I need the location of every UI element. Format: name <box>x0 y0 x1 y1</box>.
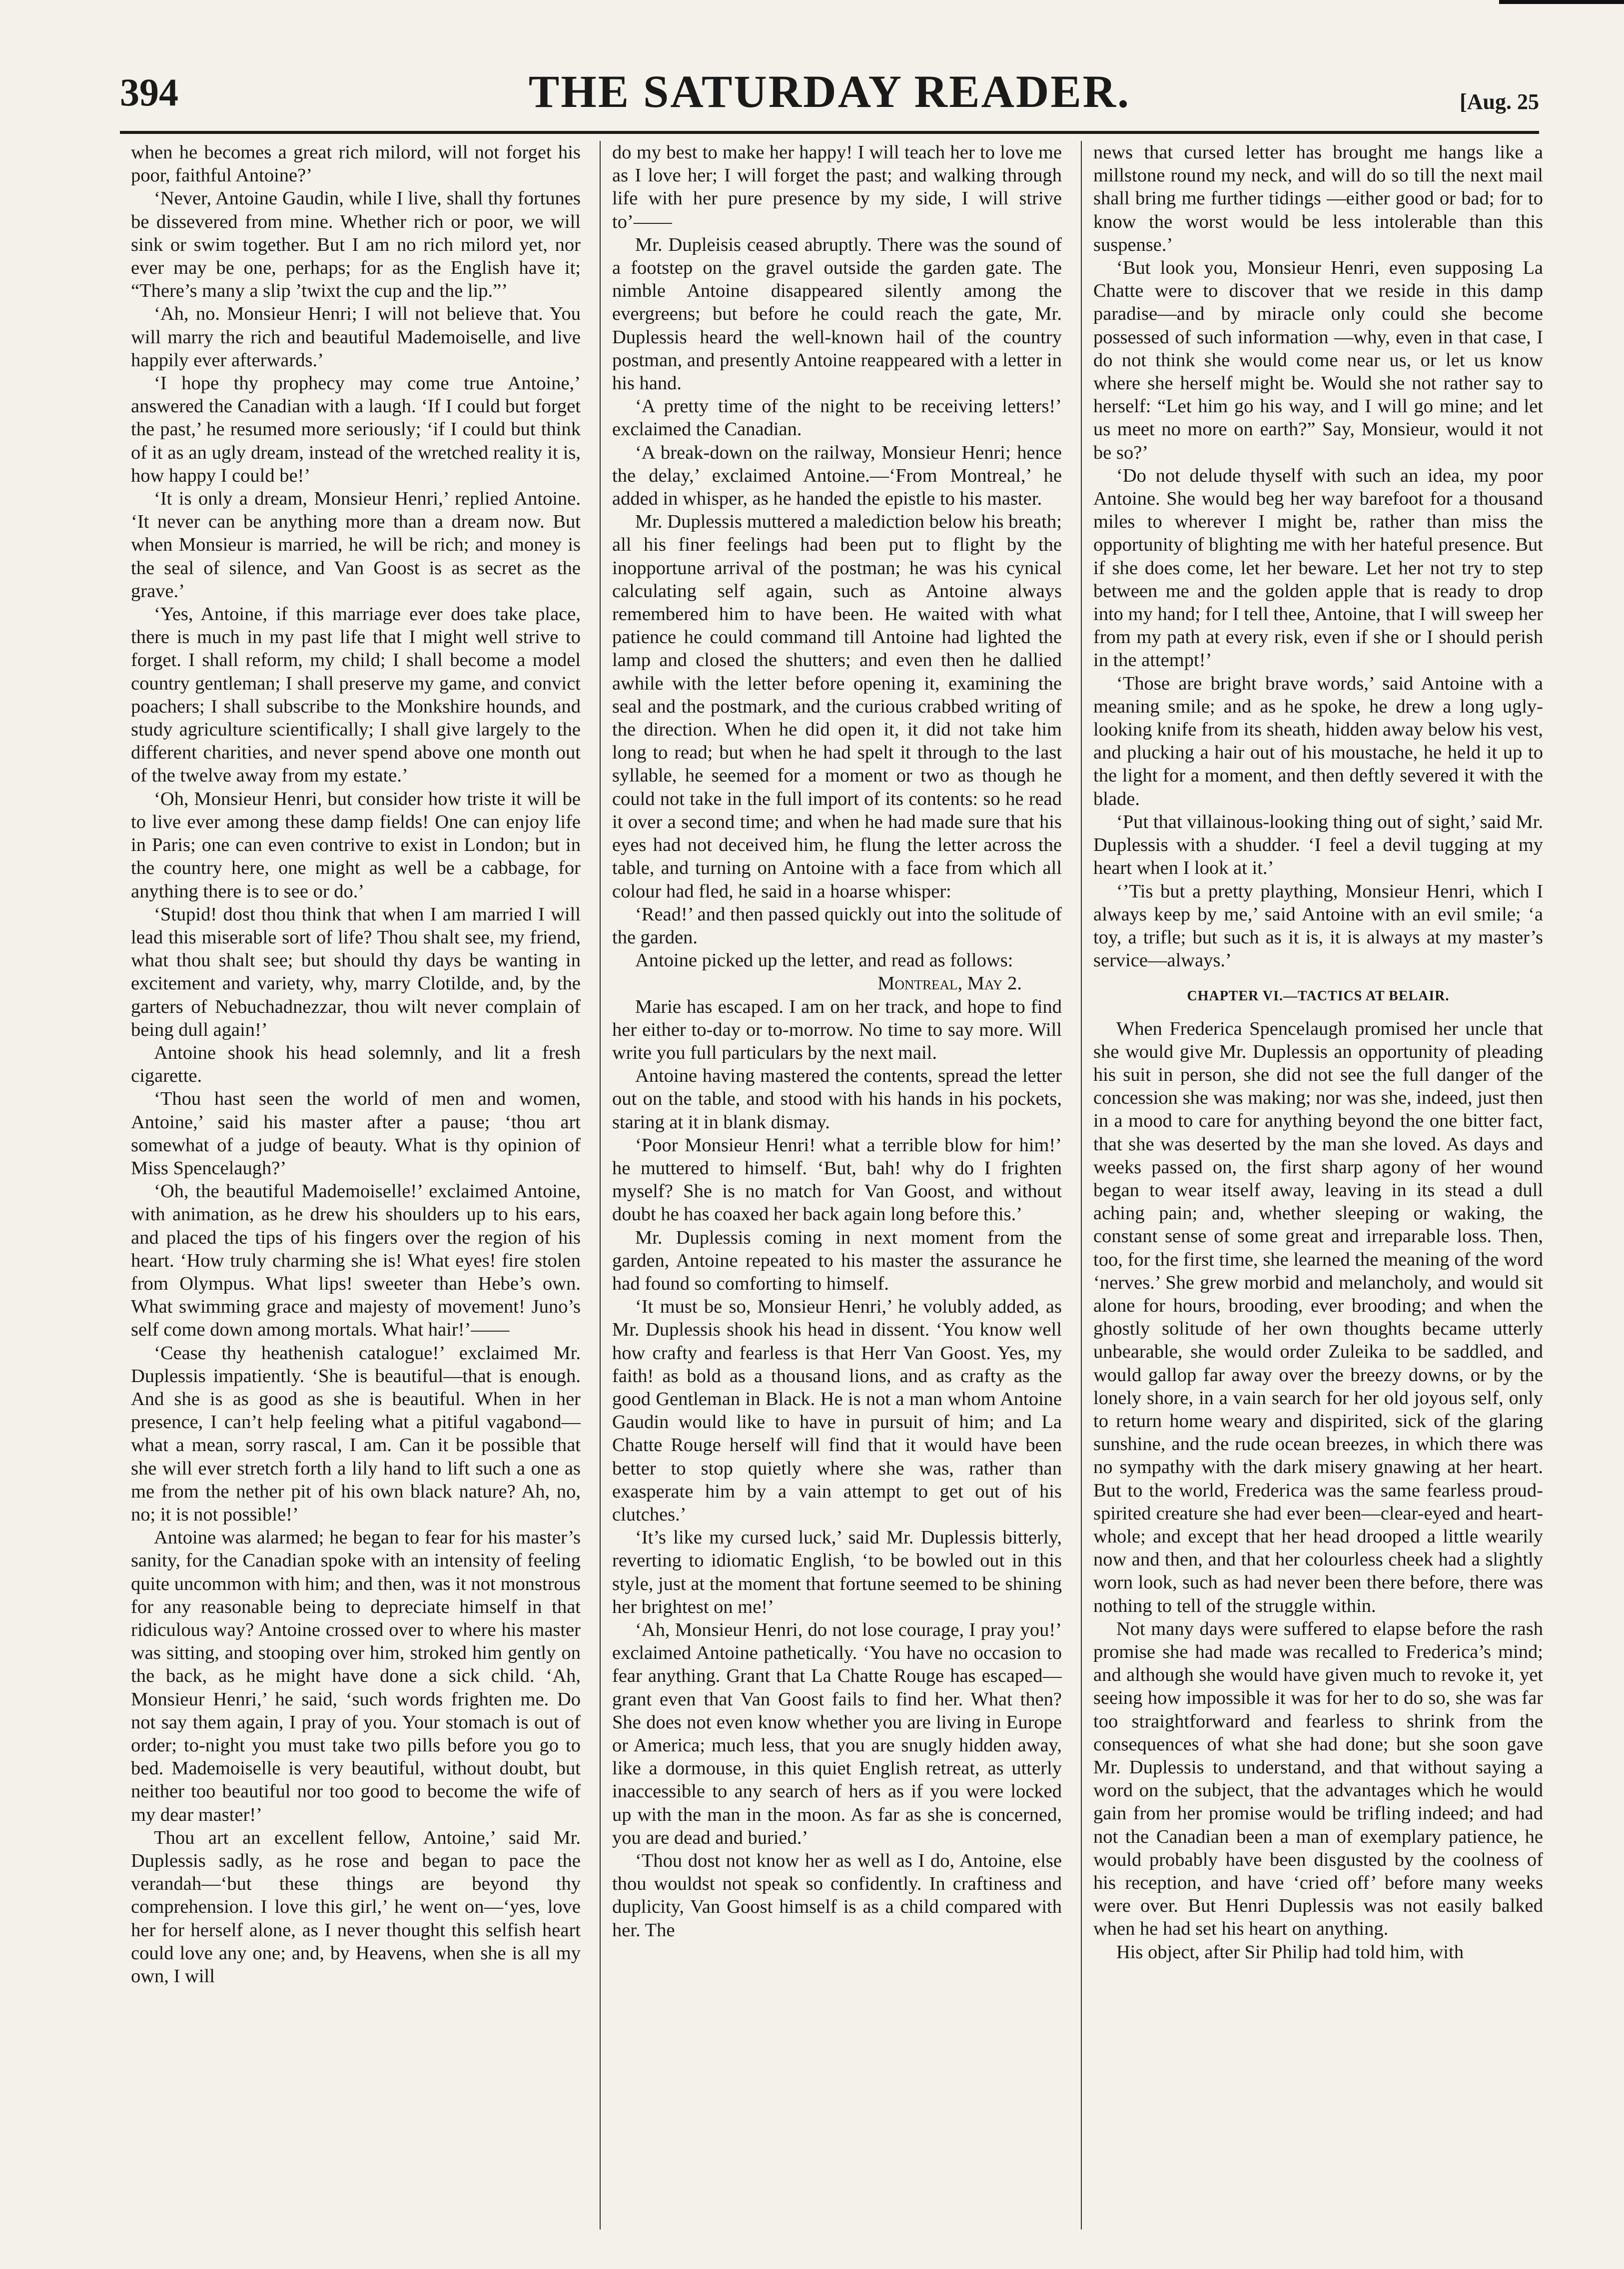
paragraph: ‘Read!’ and then passed quickly out into the solitude of the garden. <box>612 903 1062 948</box>
text-column-1 <box>131 141 581 2235</box>
paragraph: Antoine picked up the letter, and read as follows: <box>635 950 1013 971</box>
paragraph: ‘A break-down on the railway, Monsieur Henri; hence the delay,’ exclaimed Antoine.—‘From Montreal,’ he added in whisper, as he handed the epistle to his master. <box>612 442 1062 510</box>
paragraph: ‘’Tis but a pretty plaything, Monsieur Henri, which I always keep by me,’ said Antoine with an evil smile; ‘a toy, a trifle; but such as it is, it is always at my master’s service—always.’ <box>1093 880 1543 971</box>
masthead-title: THE SATURDAY READER. <box>528 66 1131 117</box>
paragraph: ‘Oh, the beautiful Mademoiselle!’ exclaimed Antoine, with animation, as he drew his shoulders up to his ears, and placed the tips of his fingers over the region of his heart. ‘How truly charming she is! What eyes! fire stolen from Olympus. What lips! sweeter than Hebe’s own. What swimming grace and majesty of movement! Juno’s self come down among mortals. What hair!’—— <box>131 1181 581 1341</box>
letter-dateline: Montreal, May 2. <box>877 973 1022 994</box>
text-column-3 <box>1093 141 1543 2235</box>
chapter-heading: CHAPTER VI.—TACTICS AT BELAIR. <box>1187 988 1450 1004</box>
page-number: 394 <box>120 70 178 114</box>
paragraph: Mr. Duplessis muttered a malediction below his breath; all his finer feelings had been put to flight by the inopportune arrival of the postman; he was his cynical calculating self again, such as Antoine always remembered him to have been. He waited with what patience he could command till Antoine had lighted the lamp and closed the shutters; and even then he dallied awhile with the letter before opening it, examining the seal and the postmark, and the curious crabbed writing of the direction. When he did open it, it did not take him long to read; but when he had spelt it through to the last syllable, he seemed for a moment or two as though he could not take in the full import of its contents: so he read it over a second time; and when he had made sure that his eyes had not deceived him, he flung the letter across the table, and turning on Antoine with a face from which all colour had fled, he said in a hoarse whisper: <box>612 511 1062 902</box>
paragraph: Thou art an excellent fellow, Antoine,’ said Mr. Duplessis sadly, as he rose and began to pace the verandah—‘but these things are beyond thy comprehension. I love this girl,’ he went on—‘yes, love her for herself alone, as I never thought this selfish heart could love any one; and, by Heavens, when she is all my own, I will <box>131 1827 581 1987</box>
paragraph: Antoine having mastered the contents, spread the letter out on the table, and stood with his hands in his pockets, staring at it in blank dismay. <box>612 1065 1062 1133</box>
paragraph: His object, after Sir Philip had told him, with <box>1116 1941 1464 1963</box>
paragraph: do my best to make her happy! I will teach her to love me as I love her; I will forget the past; and walking through life with her pure presence by my side, I will strive to’—— <box>612 142 1062 232</box>
text-column-2 <box>612 141 1062 2235</box>
paragraph: Mr. Dupleisis ceased abruptly. There was the sound of a footstep on the gravel outside the garden gate. The nimble Antoine disappeared silently among the evergreens; but before he could reach the gate, Mr. Duplessis heard the well-known hail of the country postman, and presently Antoine reappeared with a letter in his hand. <box>612 234 1062 394</box>
paragraph: ‘Never, Antoine Gaudin, while I live, shall thy fortunes be dissevered from mine. Whether rich or poor, we will sink or swim together. But I am no rich milord yet, nor ever may be one, perhaps; for as the English have it; “There’s many a slip ’twixt the cup and the lip.”’ <box>131 188 581 302</box>
paragraph: Marie has escaped. I am on her track, and hope to find her either to-day or to-morrow. No time to say more. Will write you full particulars by the next mail. <box>612 996 1062 1063</box>
paragraph: Not many days were suffered to elapse before the rash promise she had made was recalled to Frederica’s mind; and although she would have given much to revoke it, yet seeing how impossible it was for her to do so, she was far too straightforward and fearless to shrink from the consequences of what she had done; but she soon gave Mr. Duplessis to understand, and that without saying a word on the subject, that the advantages which he would gain from her promise would be trifling indeed; and had not the Canadian been a man of exemplary patience, he would probably have been disgusted by the coolness of his reception, and have ‘cried off’ before many weeks were over. But Henri Duplessis was not easily balked when he had set his heart on anything. <box>1093 1618 1543 1940</box>
paragraph: ‘I hope thy prophecy may come true Antoine,’ answered the Canadian with a laugh. ‘If I could but forget the past,’ he resumed more seriously; ‘if I could but think of it as an ugly dream, instead of the wretched reality it is, how happy I could be!’ <box>131 373 581 486</box>
paragraph: news that cursed letter has brought me hangs like a millstone round my neck, and will do so till the next mail shall bring me further tidings —either good or bad; for to know the worst would be less intolerable than this suspense.’ <box>1093 142 1543 255</box>
paragraph: ‘Thou dost not know her as well as I do, Antoine, else thou wouldst not speak so confidently. In craftiness and duplicity, Van Goost himself is as a child compared with her. The <box>612 1850 1062 1941</box>
paragraph: ‘Yes, Antoine, if this marriage ever does take place, there is much in my past life that I might well strive to forget. I shall reform, my child; I shall become a model country gentleman; I shall preserve my game, and convict poachers; I shall subscribe to the Monkshire hounds, and study agriculture scientifically; I shall give largely to the different charities, and never spend above one month out of the twelve away from my estate.’ <box>131 604 581 786</box>
paragraph: Antoine was alarmed; he began to fear for his master’s sanity, for the Canadian spoke with an intensity of feeling quite uncommon with him; and then, was it not monstrous for any reasonable being to depreciate himself in that ridiculous way? Antoine crossed over to where his master was sitting, and stooping over him, stroked him gently on the back, as he might have done a sick child. ‘Ah, Monsieur Henri,’ he said, ‘such words frighten me. Do not say them again, I pray of you. Your stomach is out of order; to-night you must take two pills before you go to bed. Mademoiselle is very beautiful, without doubt, but neither too beautiful nor too good to become the wife of my dear master!’ <box>131 1527 581 1825</box>
paragraph: ‘Cease thy heathenish catalogue!’ exclaimed Mr. Duplessis impatiently. ‘She is beautiful—that is enough. And she is as good as she is beautiful. When in her presence, I can’t help feeling what a pitiful vagabond—what a mean, sorry rascal, I am. Can it be possible that she will ever stretch forth a lily hand to lift such a one as me from the nether pit of his own black nature? Ah, no, no; it is not possible!’ <box>131 1342 581 1525</box>
paragraph: ‘Those are bright brave words,’ said Antoine with a meaning smile; and as he spoke, he drew a long ugly-looking knife from its sheath, hidden away below his vest, and plucking a hair out of his moustache, he held it up to the light for a moment, and then deftly severed it with the blade. <box>1093 673 1543 809</box>
header-rule <box>120 131 1539 134</box>
paragraph: Antoine shook his head solemnly, and lit a fresh cigarette. <box>131 1042 581 1087</box>
paragraph: ‘Do not delude thyself with such an idea, my poor Antoine. She would beg her way barefoot for a thousand miles to wherever I might be, rather than miss the opportunity of blighting me with her hateful presence. But if she does come, let her beware. Let her not try to step between me and the golden apple that is ready to drop into my hand; for I tell thee, Antoine, that I will sweep her from my path at every risk, even if she or I should perish in the attempt!’ <box>1093 465 1543 671</box>
issue-date: [Aug. 25 <box>1460 89 1539 114</box>
paragraph: ‘Ah, no. Monsieur Henri; I will not believe that. You will marry the rich and beautiful Mademoiselle, and live happily ever afterwards.’ <box>131 303 581 371</box>
paragraph: ‘Oh, Monsieur Henri, but consider how triste it will be to live ever among these damp fields! One can enjoy life in Paris; one can even contrive to exist in London; but in the country here, one might as well be a cabbage, for anything there is to see or do.’ <box>131 788 581 902</box>
column-divider <box>600 141 601 2230</box>
paragraph: ‘Ah, Monsieur Henri, do not lose courage, I pray you!’ exclaimed Antoine pathetically. ‘You have no occasion to fear anything. Grant that La Chatte Rouge has escaped—grant even that Van Goost fails to find her. What then? She does not even know whether you are living in Europe or America; much less, that you are snugly hidden away, like a dormouse, in this quiet English retreat, as utterly inaccessible to any search of hers as if you were locked up with the man in the moon. As far as she is concerned, you are dead and buried.’ <box>612 1619 1062 1848</box>
paragraph: Mr. Duplessis coming in next moment from the garden, Antoine repeated to his master the assurance he had found so comforting to himself. <box>612 1227 1062 1294</box>
paragraph: ‘But look you, Monsieur Henri, even supposing La Chatte were to discover that we reside in this damp paradise—and by miracle only could she become possessed of such information —why, even in that case, I do not think she would come near us, or let us know where she herself might be. Would she not rather say to herself: “Let him go his way, and I will go mine; and let us meet no more on earth?” Say, Monsieur, would it not be so?’ <box>1093 257 1543 463</box>
paragraph: ‘Stupid! dost thou think that when I am married I will lead this miserable sort of life? Thou shalt see, my friend, what thou shalt see; but should thy days be wanting in excitement and variety, why, marry Clotilde, and, by the garters of Nebuchadnezzar, thou wilt never complain of being dull again!’ <box>131 903 581 1040</box>
paragraph: When Frederica Spencelaugh promised her uncle that she would give Mr. Duplessis an opportunity of pleading his suit in person, she did not see the full danger of the concession she was making; nor was she, indeed, just then in a mood to care for anything beyond the one bitter fact, that she was deserted by the man she loved. As days and weeks passed on, the first sharp agony of her wound began to wear itself away, leaving in its stead a dull aching pain; and, whether sleeping or waking, the constant sense of some great and irreparable loss. Then, too, for the first time, she learned the meaning of the word ‘nerves.’ She grew morbid and melancholy, and would sit alone for hours, brooding, ever brooding; and when the ghostly solitude of her own thoughts became utterly unbearable, she would order Zuleika to be saddled, and would gallop far away over the breezy downs, or by the lonely shore, in a vain search for her old joyous self, only to return home weary and dispirited, sick of the glaring sunshine, and the rude ocean breezes, in which there was no sympathy with the dark misery gnawing at her heart. But to the world, Frederica was the same fearless proud-spirited creature she had ever been—clear-eyed and heart-whole; and except that her head drooped a little wearily now and then, and that her colourless cheek had a slightly worn look, such as had never been there before, there was nothing to tell of the struggle within. <box>1093 1018 1543 1616</box>
paragraph: when he becomes a great rich milord, will not forget his poor, faithful Antoine?’ <box>131 142 581 186</box>
paragraph: ‘Poor Monsieur Henri! what a terrible blow for him!’ he muttered to himself. ‘But, bah! why do I frighten myself? She is no match for Van Goost, and without doubt he has coaxed her back again long before this.’ <box>612 1134 1062 1225</box>
column-divider <box>1081 141 1082 2230</box>
paragraph: ‘A pretty time of the night to be receiving letters!’ exclaimed the Canadian. <box>612 396 1062 440</box>
page-header <box>120 65 1539 125</box>
paragraph: ‘It’s like my cursed luck,’ said Mr. Duplessis bitterly, reverting to idiomatic English, ‘to be bowled out in this style, just at the moment that fortune seemed to be shining her brightest on me!’ <box>612 1527 1062 1617</box>
page-edge-mark <box>1499 0 1624 4</box>
paragraph: ‘It is only a dream, Monsieur Henri,’ replied Antoine. ‘It never can be anything more than a dream now. But when Monsieur is married, he will be rich; and money is the seal of silence, and Van Goost is as secret as the grave.’ <box>131 488 581 602</box>
paragraph: ‘Thou hast seen the world of men and women, Antoine,’ said his master after a pause; ‘thou art somewhat of a judge of beauty. What is thy opinion of Miss Spencelaugh?’ <box>131 1088 581 1179</box>
paragraph: ‘Put that villainous-looking thing out of sight,’ said Mr. Duplessis with a shudder. ‘I feel a devil tugging at my heart when I look at it.’ <box>1093 811 1543 879</box>
paragraph: ‘It must be so, Monsieur Henri,’ he volubly added, as Mr. Duplessis shook his head in dissent. ‘You know well how crafty and fearless is that Herr Van Goost. Yes, my faith! as bold as a thousand lions, and as crafty as the good Gentleman in Black. He is not a man whom Antoine Gaudin would like to have in pursuit of him; and La Chatte Rouge herself will find that it would have been better to stop quietly where she was, rather than exasperate him by a vain attempt to get out of his clutches.’ <box>612 1296 1062 1525</box>
